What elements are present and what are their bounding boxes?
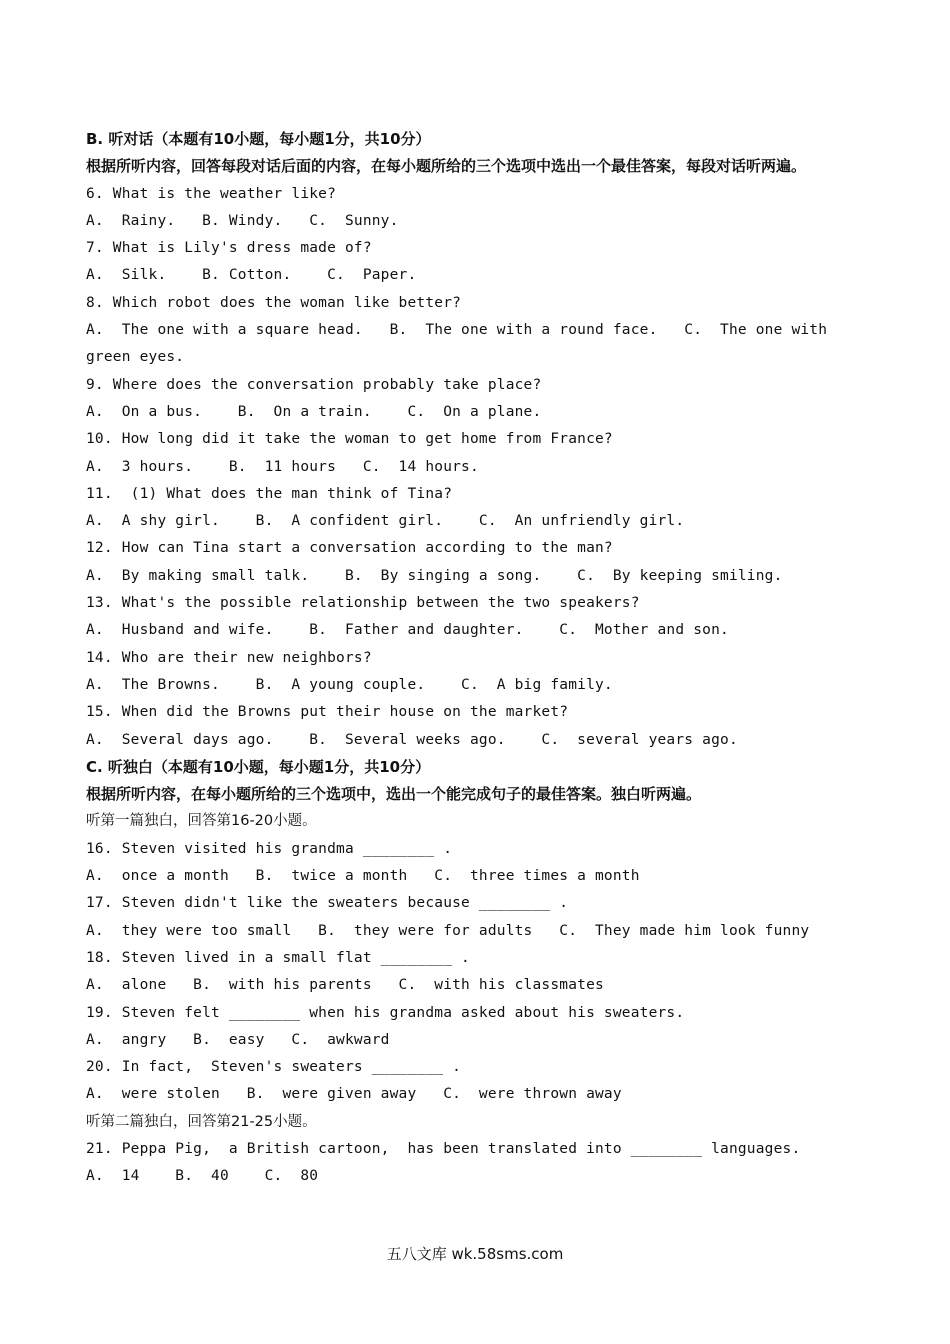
question-options: A. once a month B. twice a month C. three times a month — [86, 868, 640, 885]
question-text: 12. How can Tina start a conversation according to the man? — [86, 540, 613, 557]
question-options: A. 14 B. 40 C. 80 — [86, 1168, 319, 1185]
question-options: A. angry B. easy C. awkward — [86, 1031, 390, 1048]
question-text: 6. What is the weather like? — [86, 185, 337, 202]
question-options: A. By making small talk. B. By singing a song. C. By keeping smiling. — [86, 567, 783, 584]
question-text: 19. Steven felt ________ when his grandma asked about his sweaters. — [86, 1004, 685, 1021]
question-text: 11. (1) What does the man think of Tina? — [86, 485, 453, 502]
question-text: 20. In fact, Steven's sweaters ________ . — [86, 1059, 462, 1076]
footer-watermark: 五八文库 wk.58sms.com — [386, 1245, 564, 1263]
question-text: 16. Steven visited his grandma ________ . — [86, 840, 453, 857]
question-options: A. The Browns. B. A young couple. C. A big family. — [86, 676, 613, 693]
section-b-title: B. 听对话（本题有10小题，每小题1分，共10分） — [86, 130, 431, 148]
question-options: A. 3 hours. B. 11 hours C. 14 hours. — [86, 458, 479, 475]
question-options: A. The one with a square head. B. The one with a round face. C. The one with green eyes. — [86, 322, 837, 366]
question-text: 7. What is Lily's dress made of? — [86, 240, 372, 257]
section-c-title: C. 听独白（本题有10小题，每小题1分，共10分） — [86, 757, 431, 776]
section-c-part1-questions — [86, 836, 880, 1109]
part1-intro: 听第一篇独白，回答第16-20小题。 — [86, 813, 317, 830]
question-options: A. were stolen B. were given away C. were thrown away — [86, 1086, 622, 1103]
question-options: A. A shy girl. B. A confident girl. C. An unfriendly girl. — [86, 513, 685, 530]
question-options: A. Husband and wife. B. Father and daughter. C. Mother and son. — [86, 622, 729, 639]
question-options: A. On a bus. B. On a train. C. On a plane. — [86, 403, 542, 420]
question-text: 14. Who are their new neighbors? — [86, 649, 372, 666]
question-options: A. Rainy. B. Windy. C. Sunny. — [86, 212, 399, 229]
question-text: 21. Peppa Pig, a British cartoon, has been translated into ________ languages. — [86, 1140, 801, 1157]
question-text: 13. What's the possible relationship between the two speakers? — [86, 595, 640, 612]
question-options: A. alone B. with his parents C. with his classmates — [86, 977, 604, 994]
section-b-questions — [86, 181, 880, 754]
question-options: A. Several days ago. B. Several weeks ago. C. several years ago. — [86, 731, 738, 748]
question-text: 9. Where does the conversation probably take place? — [86, 376, 542, 393]
question-text: 10. How long did it take the woman to get home from France? — [86, 431, 613, 448]
question-text: 8. Which robot does the woman like better? — [86, 294, 462, 311]
question-options: A. they were too small B. they were for adults C. They made him look funny — [86, 922, 810, 939]
section-b-instruction: 根据所听内容，回答每段对话后面的内容，在每小题所给的三个选项中选出一个最佳答案，每段对话听两遍。 — [86, 157, 807, 176]
section-c-part2-questions — [86, 1136, 880, 1191]
question-text: 18. Steven lived in a small flat ________ . — [86, 949, 470, 966]
part2-intro: 听第二篇独白，回答第21-25小题。 — [86, 1113, 317, 1130]
section-c-instruction: 根据所听内容，在每小题所给的三个选项中，选出一个能完成句子的最佳答案。独白听两遍。 — [86, 785, 702, 804]
question-options: A. Silk. B. Cotton. C. Paper. — [86, 267, 417, 284]
question-text: 17. Steven didn't like the sweaters because ________ . — [86, 895, 569, 912]
question-text: 15. When did the Browns put their house on the market? — [86, 704, 569, 721]
